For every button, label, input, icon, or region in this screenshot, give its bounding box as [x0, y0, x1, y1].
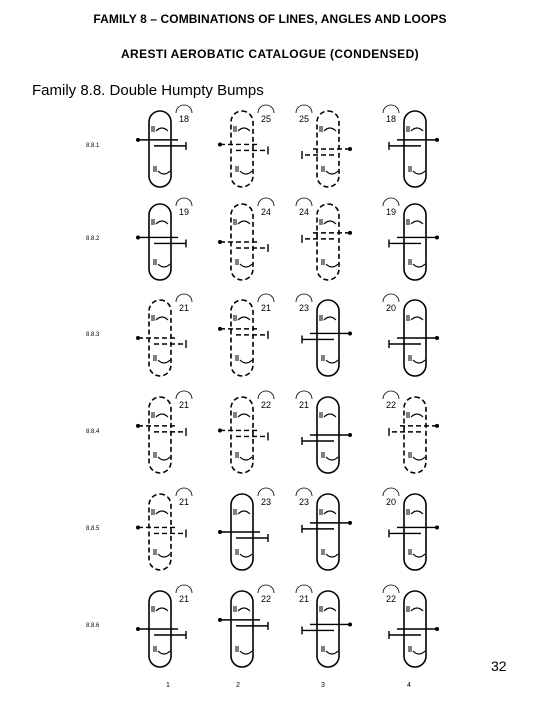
figure-8.8.3-2 — [218, 294, 274, 376]
number-arc — [296, 488, 312, 496]
loop-outline — [149, 204, 171, 280]
row-label: 8.8.2 — [86, 236, 100, 242]
start-dot — [435, 138, 439, 142]
catalogue-number: 23 — [298, 303, 310, 313]
catalogue-number: 23 — [298, 497, 310, 507]
roll-arc — [411, 608, 423, 611]
figure-8.8.2-4 — [383, 198, 439, 280]
roll-arc — [411, 128, 423, 131]
loop-outline — [317, 300, 339, 376]
number-arc — [176, 198, 192, 206]
roll-arc — [240, 171, 252, 174]
figure-8.8.6-3 — [296, 585, 352, 667]
number-arc — [258, 105, 274, 113]
number-arc — [258, 488, 274, 496]
roll-arc — [156, 317, 168, 320]
number-arc — [296, 198, 312, 206]
catalogue-number: 25 — [298, 114, 310, 124]
number-arc — [176, 585, 192, 593]
catalogue-number: 22 — [260, 594, 272, 604]
loop-outline — [149, 494, 171, 570]
number-arc — [383, 585, 399, 593]
roll-arc — [324, 128, 336, 131]
page-title: FAMILY 8 – COMBINATIONS OF LINES, ANGLES AND LOOPS — [93, 12, 447, 26]
number-arc — [176, 294, 192, 302]
column-label: 3 — [321, 682, 325, 689]
number-arc — [296, 105, 312, 113]
catalogue-number: 18 — [178, 114, 190, 124]
catalogue-number: 24 — [260, 207, 272, 217]
column-label: 4 — [407, 682, 411, 689]
catalogue-number: 21 — [260, 303, 272, 313]
catalogue-number: 22 — [260, 400, 272, 410]
figure-8.8.3-3 — [296, 294, 352, 376]
figure-8.8.1-1 — [136, 105, 192, 187]
roll-arc — [324, 414, 336, 417]
loop-outline — [231, 300, 253, 376]
start-dot — [218, 618, 222, 622]
catalogue-number: 22 — [385, 594, 397, 604]
roll-arc — [411, 414, 423, 417]
roll-arc — [411, 511, 423, 514]
start-dot — [435, 235, 439, 239]
catalogue-number: 21 — [298, 594, 310, 604]
roll-arc — [156, 414, 168, 417]
number-arc — [258, 294, 274, 302]
roll-arc — [240, 457, 252, 460]
catalogue-number: 20 — [385, 303, 397, 313]
figure-8.8.2-3 — [296, 198, 352, 280]
roll-arc — [240, 554, 252, 557]
figure-8.8.3-4 — [383, 294, 439, 376]
roll-arc — [238, 511, 250, 514]
number-arc — [383, 391, 399, 399]
figure-8.8.1-2 — [218, 105, 274, 187]
loop-outline — [231, 204, 253, 280]
roll-arc — [158, 171, 170, 174]
loop-outline — [317, 111, 339, 187]
roll-arc — [158, 264, 170, 267]
roll-arc — [238, 414, 250, 417]
loop-outline — [149, 397, 171, 473]
catalogue-number: 21 — [178, 497, 190, 507]
roll-arc — [324, 511, 336, 514]
row-label: 8.8.1 — [86, 143, 100, 149]
roll-arc — [158, 554, 170, 557]
roll-arc — [413, 171, 425, 174]
number-arc — [258, 391, 274, 399]
start-dot — [435, 424, 439, 428]
number-arc — [176, 391, 192, 399]
roll-arc — [240, 651, 252, 654]
start-dot — [218, 428, 222, 432]
roll-arc — [156, 511, 168, 514]
roll-arc — [326, 457, 338, 460]
figure-8.8.5-3 — [296, 488, 352, 570]
roll-arc — [324, 317, 336, 320]
roll-arc — [413, 651, 425, 654]
catalogue-number: 18 — [385, 114, 397, 124]
roll-arc — [326, 554, 338, 557]
loop-outline — [149, 300, 171, 376]
catalogue-number: 20 — [385, 497, 397, 507]
roll-arc — [238, 221, 250, 224]
loop-outline — [317, 204, 339, 280]
figure-8.8.4-2 — [218, 391, 274, 473]
roll-arc — [158, 651, 170, 654]
start-dot — [136, 525, 140, 529]
column-label: 1 — [166, 682, 170, 689]
row-label: 8.8.6 — [86, 623, 100, 629]
number-arc — [296, 585, 312, 593]
roll-arc — [156, 128, 168, 131]
start-dot — [218, 530, 222, 534]
roll-arc — [413, 264, 425, 267]
figure-8.8.4-3 — [296, 391, 352, 473]
number-arc — [258, 198, 274, 206]
number-arc — [383, 198, 399, 206]
roll-arc — [413, 457, 425, 460]
number-arc — [176, 105, 192, 113]
column-label: 2 — [236, 682, 240, 689]
start-dot — [136, 627, 140, 631]
start-dot — [348, 622, 352, 626]
catalogue-number: 21 — [178, 594, 190, 604]
figure-8.8.5-4 — [383, 488, 439, 570]
start-dot — [348, 521, 352, 525]
roll-arc — [240, 264, 252, 267]
roll-arc — [326, 360, 338, 363]
roll-arc — [158, 457, 170, 460]
figure-8.8.6-4 — [383, 585, 439, 667]
start-dot — [435, 336, 439, 340]
row-label: 8.8.3 — [86, 332, 100, 338]
roll-arc — [238, 128, 250, 131]
roll-arc — [158, 360, 170, 363]
row-label: 8.8.5 — [86, 526, 100, 532]
start-dot — [348, 147, 352, 151]
loop-outline — [404, 204, 426, 280]
catalogue-number: 25 — [260, 114, 272, 124]
roll-arc — [156, 221, 168, 224]
figure-8.8.6-2 — [218, 585, 274, 667]
roll-arc — [413, 360, 425, 363]
roll-arc — [413, 554, 425, 557]
number-arc — [383, 488, 399, 496]
loop-outline — [149, 111, 171, 187]
number-arc — [296, 294, 312, 302]
figure-8.8.2-1 — [136, 198, 192, 280]
catalogue-number: 24 — [298, 207, 310, 217]
roll-arc — [326, 264, 338, 267]
row-label: 8.8.4 — [86, 429, 100, 435]
roll-arc — [156, 608, 168, 611]
start-dot — [348, 433, 352, 437]
number-arc — [383, 105, 399, 113]
start-dot — [435, 525, 439, 529]
roll-arc — [238, 317, 250, 320]
number-arc — [176, 488, 192, 496]
loop-outline — [231, 591, 253, 667]
family-title: Family 8.8. Double Humpty Bumps — [32, 82, 264, 99]
start-dot — [136, 424, 140, 428]
start-dot — [136, 235, 140, 239]
start-dot — [218, 240, 222, 244]
figure-8.8.3-1 — [136, 294, 192, 376]
catalogue-number: 21 — [178, 303, 190, 313]
catalogue-number: 22 — [385, 400, 397, 410]
roll-arc — [411, 317, 423, 320]
roll-arc — [411, 221, 423, 224]
number-arc — [258, 585, 274, 593]
page-number: 32 — [491, 658, 507, 674]
number-arc — [383, 294, 399, 302]
number-arc — [296, 391, 312, 399]
catalogue-number: 21 — [178, 400, 190, 410]
loop-outline — [231, 397, 253, 473]
catalogue-number: 23 — [260, 497, 272, 507]
page-subtitle: ARESTI AEROBATIC CATALOGUE (CONDENSED) — [120, 47, 420, 61]
catalogue-number: 21 — [298, 400, 310, 410]
start-dot — [348, 331, 352, 335]
figure-8.8.5-1 — [136, 488, 192, 570]
roll-arc — [238, 608, 250, 611]
start-dot — [136, 138, 140, 142]
start-dot — [218, 142, 222, 146]
start-dot — [218, 327, 222, 331]
roll-arc — [324, 221, 336, 224]
figure-8.8.2-2 — [218, 198, 274, 280]
loop-outline — [231, 111, 253, 187]
loop-outline — [317, 591, 339, 667]
figure-8.8.1-3 — [296, 105, 352, 187]
figure-8.8.1-4 — [383, 105, 439, 187]
catalogue-number: 19 — [385, 207, 397, 217]
catalogue-number: 19 — [178, 207, 190, 217]
loop-outline — [404, 397, 426, 473]
start-dot — [136, 336, 140, 340]
figure-8.8.4-1 — [136, 391, 192, 473]
roll-arc — [326, 171, 338, 174]
figure-8.8.5-2 — [218, 488, 274, 570]
start-dot — [435, 627, 439, 631]
roll-arc — [324, 608, 336, 611]
loop-outline — [317, 494, 339, 570]
start-dot — [348, 231, 352, 235]
figure-8.8.6-1 — [136, 585, 192, 667]
roll-arc — [326, 651, 338, 654]
loop-outline — [404, 494, 426, 570]
roll-arc — [240, 360, 252, 363]
figure-8.8.4-4 — [383, 391, 439, 473]
loop-outline — [404, 111, 426, 187]
